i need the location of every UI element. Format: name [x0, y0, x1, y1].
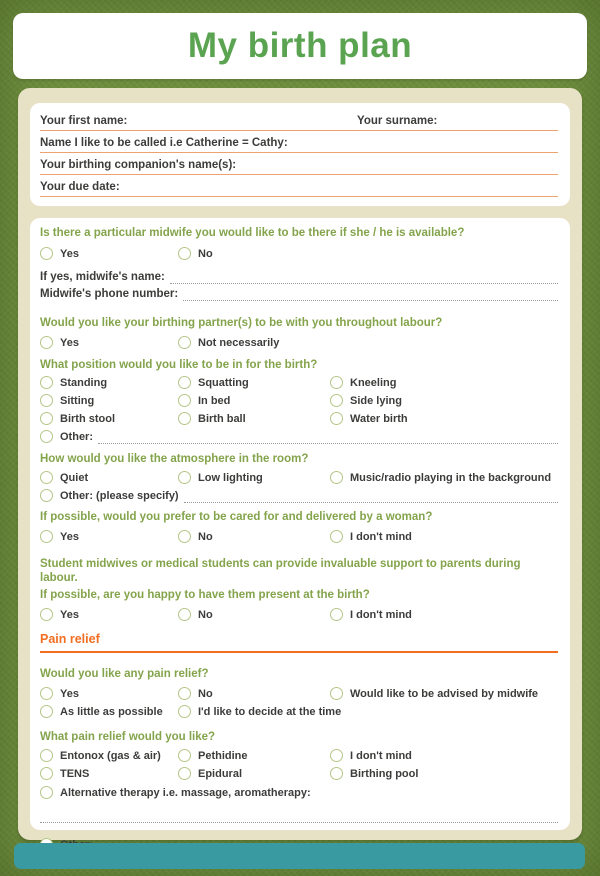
option-label: Low lighting — [198, 471, 263, 484]
option-students-yes[interactable] — [40, 607, 178, 622]
students-intro: Student midwives or medical students can provide invaluable support to parents during labour. — [40, 558, 521, 584]
midwife-name-label: If yes, midwife's name: — [40, 271, 165, 283]
radio-icon[interactable] — [40, 336, 53, 349]
due-date-field[interactable] — [40, 175, 558, 197]
radio-icon[interactable] — [40, 247, 53, 260]
radio-icon[interactable] — [178, 471, 191, 484]
preferred-name-field[interactable] — [40, 131, 558, 153]
midwife-phone-row — [40, 287, 558, 301]
option-label: Would like to be advised by midwife — [350, 687, 539, 700]
option-label: I don't mind — [350, 749, 412, 762]
option-side-lying[interactable] — [330, 393, 558, 408]
option-label: TENS — [60, 767, 90, 780]
option-sitting[interactable] — [40, 393, 178, 408]
radio-icon[interactable] — [178, 247, 191, 260]
pain-relief-heading: Pain relief — [40, 632, 558, 653]
option-pain-yes[interactable] — [40, 686, 178, 701]
due-date-label: Your due date: — [40, 181, 120, 193]
option-pain-as-little[interactable] — [40, 704, 178, 719]
questions-card — [30, 218, 570, 830]
option-label: Kneeling — [350, 376, 397, 389]
pain-type-row2 — [40, 766, 558, 781]
midwife-name-row — [40, 270, 558, 284]
radio-icon[interactable] — [40, 430, 53, 443]
option-students-no[interactable] — [178, 607, 330, 622]
option-label: Yes — [60, 608, 79, 621]
midwife-phone-field[interactable] — [183, 288, 558, 301]
option-pain-type-dont-mind[interactable] — [330, 748, 558, 763]
option-label: Other: — [60, 430, 93, 443]
name-field[interactable] — [40, 109, 558, 131]
option-label: No — [198, 687, 213, 700]
companion-label: Your birthing companion's name(s): — [40, 159, 237, 171]
radio-icon[interactable] — [178, 749, 191, 762]
option-tens[interactable] — [40, 766, 178, 781]
option-label: Birth stool — [60, 412, 115, 425]
option-label: Alternative therapy i.e. massage, aromatherapy: — [60, 786, 311, 799]
radio-icon[interactable] — [178, 336, 191, 349]
option-atmosphere-other[interactable] — [40, 488, 179, 503]
option-label: Yes — [60, 336, 79, 349]
option-label: Music/radio playing in the background — [350, 471, 552, 484]
option-label: Yes — [60, 247, 79, 260]
midwife-options — [40, 246, 558, 261]
option-label: I don't mind — [350, 530, 412, 543]
option-music-radio[interactable] — [330, 470, 558, 485]
position-other-row — [40, 429, 558, 444]
option-label: Squatting — [198, 376, 249, 389]
option-quiet[interactable] — [40, 470, 178, 485]
radio-icon[interactable] — [40, 394, 53, 407]
radio-icon[interactable] — [330, 412, 343, 425]
radio-icon[interactable] — [330, 530, 343, 543]
radio-icon[interactable] — [178, 530, 191, 543]
question-position: What position would you like to be in for the birth? — [40, 359, 318, 371]
option-midwife-no[interactable] — [178, 246, 330, 261]
option-woman-dont-mind[interactable] — [330, 529, 558, 544]
question-pain: Would you like any pain relief? — [40, 668, 209, 680]
radio-icon[interactable] — [40, 608, 53, 621]
option-pain-decide-later[interactable] — [178, 704, 342, 719]
radio-icon[interactable] — [330, 471, 343, 484]
option-pethidine[interactable] — [178, 748, 330, 763]
question-partner: Would you like your birthing partner(s) to be with you throughout labour? — [40, 317, 443, 329]
option-label: Not necessarily — [198, 336, 280, 349]
question-atmosphere: How would you like the atmosphere in the room? — [40, 453, 309, 465]
question-woman: If possible, would you prefer to be cared for and delivered by a woman? — [40, 511, 433, 523]
radio-icon[interactable] — [40, 412, 53, 425]
option-label: In bed — [198, 394, 231, 407]
question-midwife: Is there a particular midwife you would like to be there if she / he is available? — [40, 227, 465, 239]
option-label: No — [198, 530, 213, 543]
midwife-phone-label: Midwife's phone number: — [40, 288, 179, 300]
option-label: Other: (please specify) — [60, 489, 179, 502]
header-card — [13, 13, 587, 79]
option-students-dont-mind[interactable] — [330, 607, 558, 622]
radio-icon[interactable] — [178, 376, 191, 389]
radio-icon[interactable] — [40, 376, 53, 389]
radio-icon[interactable] — [330, 608, 343, 621]
option-label: As little as possible — [60, 705, 163, 718]
option-entonox[interactable] — [40, 748, 178, 763]
radio-icon[interactable] — [40, 786, 53, 799]
option-birth-ball[interactable] — [178, 411, 330, 426]
option-label: Side lying — [350, 394, 402, 407]
students-options — [40, 607, 558, 622]
midwife-name-field[interactable] — [170, 271, 558, 284]
option-label: Birthing pool — [350, 767, 419, 780]
preferred-name-label: Name I like to be called i.e Catherine = Cathy: — [40, 137, 288, 149]
option-label: Sitting — [60, 394, 95, 407]
woman-options — [40, 529, 558, 544]
radio-icon[interactable] — [40, 767, 53, 780]
alternative-therapy-field[interactable] — [40, 822, 558, 823]
option-label: Entonox (gas & air) — [60, 749, 161, 762]
pain-options-row2 — [40, 704, 558, 719]
option-epidural[interactable] — [178, 766, 330, 781]
option-low-lighting[interactable] — [178, 470, 330, 485]
option-woman-no[interactable] — [178, 529, 330, 544]
atmosphere-other-row — [40, 488, 558, 503]
option-label: I don't mind — [350, 608, 412, 621]
companion-field[interactable] — [40, 153, 558, 175]
option-kneeling[interactable] — [330, 375, 558, 390]
atmosphere-options — [40, 470, 558, 485]
option-water-birth[interactable] — [330, 411, 558, 426]
radio-icon[interactable] — [40, 530, 53, 543]
option-pain-advised[interactable] — [330, 686, 558, 701]
radio-icon[interactable] — [178, 608, 191, 621]
option-label: Yes — [60, 530, 79, 543]
option-partner-yes[interactable] — [40, 335, 178, 350]
option-birthing-pool[interactable] — [330, 766, 558, 781]
form-card — [18, 88, 582, 840]
radio-icon[interactable] — [178, 767, 191, 780]
option-label: Standing — [60, 376, 108, 389]
radio-icon[interactable] — [330, 749, 343, 762]
partner-options — [40, 335, 558, 350]
question-pain-type: What pain relief would you like? — [40, 731, 216, 743]
position-options — [40, 375, 558, 426]
option-pain-no[interactable] — [178, 686, 330, 701]
question-students: If possible, are you happy to have them present at the birth? — [40, 589, 370, 601]
radio-icon[interactable] — [178, 687, 191, 700]
option-alternative-therapy[interactable] — [40, 785, 558, 800]
option-label: Birth ball — [198, 412, 246, 425]
radio-icon[interactable] — [178, 412, 191, 425]
option-midwife-yes[interactable] — [40, 246, 178, 261]
radio-icon[interactable] — [178, 705, 191, 718]
option-woman-yes[interactable] — [40, 529, 178, 544]
option-squatting[interactable] — [178, 375, 330, 390]
position-other-field[interactable] — [98, 431, 558, 444]
radio-icon[interactable] — [40, 749, 53, 762]
personal-info-card — [30, 103, 570, 206]
radio-icon[interactable] — [330, 376, 343, 389]
radio-icon[interactable] — [40, 687, 53, 700]
page-title: My birth plan — [187, 26, 413, 65]
radio-icon[interactable] — [330, 687, 343, 700]
pain-type-row1 — [40, 748, 558, 763]
pain-options-row1 — [40, 686, 558, 701]
option-label: Epidural — [198, 767, 243, 780]
option-birth-stool[interactable] — [40, 411, 178, 426]
radio-icon[interactable] — [330, 767, 343, 780]
radio-icon[interactable] — [40, 705, 53, 718]
radio-icon[interactable] — [178, 394, 191, 407]
first-name-label: Your first name: — [40, 115, 128, 127]
footer-bar — [14, 843, 585, 869]
option-label: Pethidine — [198, 749, 248, 762]
option-partner-not-necessarily[interactable] — [178, 335, 330, 350]
option-label: Water birth — [350, 412, 408, 425]
radio-icon[interactable] — [40, 489, 53, 502]
option-in-bed[interactable] — [178, 393, 330, 408]
option-standing[interactable] — [40, 375, 178, 390]
radio-icon[interactable] — [40, 471, 53, 484]
surname-label: Your surname: — [357, 115, 438, 127]
option-label: Yes — [60, 687, 79, 700]
option-label: Quiet — [60, 471, 89, 484]
option-label: No — [198, 247, 213, 260]
atmosphere-other-field[interactable] — [184, 490, 558, 503]
radio-icon[interactable] — [330, 394, 343, 407]
option-label: No — [198, 608, 213, 621]
option-label: I'd like to decide at the time — [198, 705, 342, 718]
option-position-other[interactable] — [40, 429, 93, 444]
